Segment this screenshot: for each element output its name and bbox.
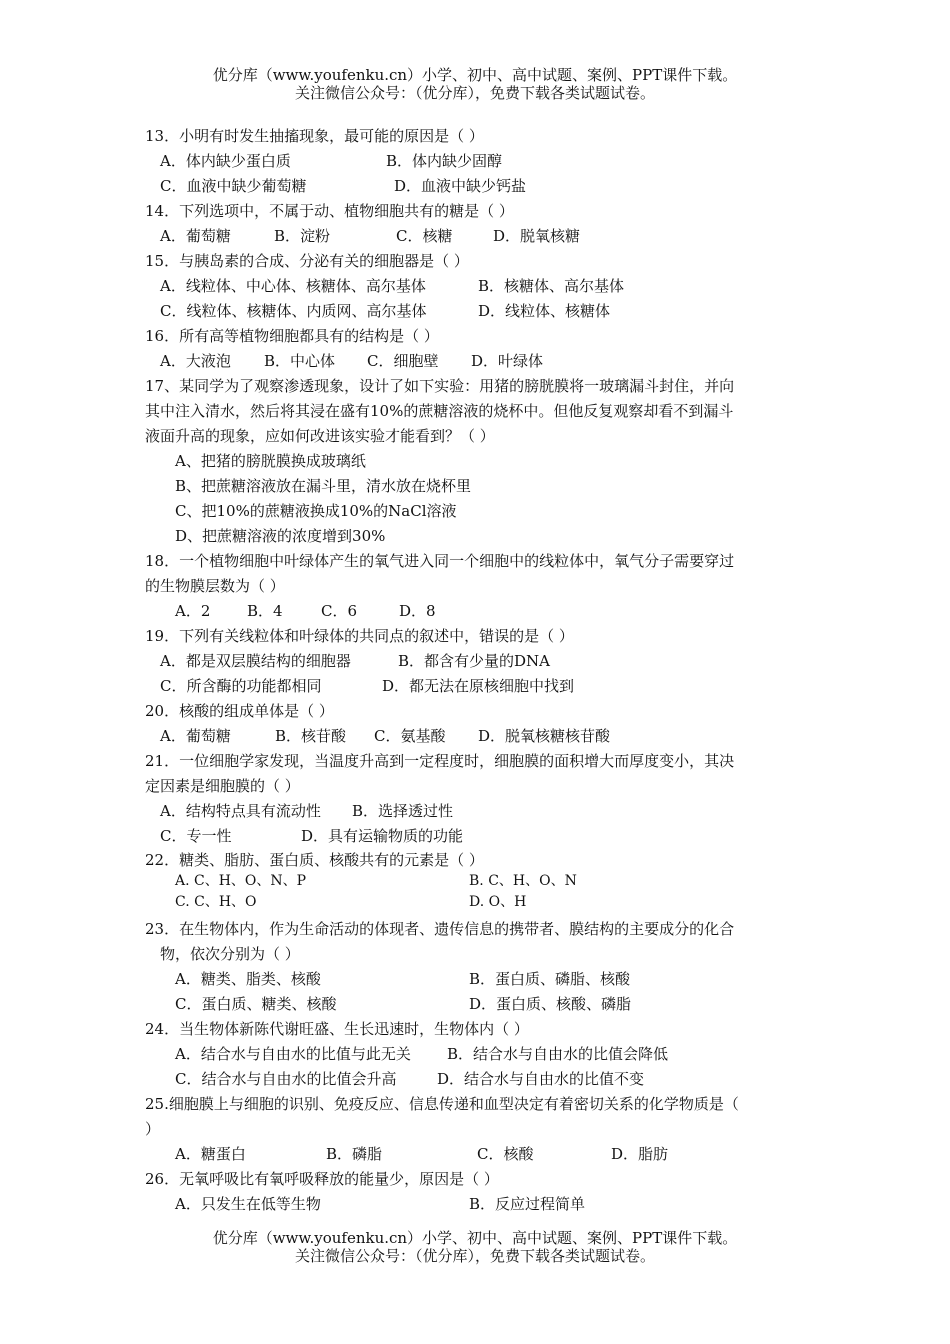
option-b: B．选择透过性 bbox=[352, 802, 454, 820]
option-a: A. C、H、O、N、P bbox=[175, 873, 307, 889]
option-d: D．具有运输物质的功能 bbox=[301, 827, 464, 845]
option-d: D．血液中缺少钙盐 bbox=[394, 177, 527, 195]
question-19-options-row1 bbox=[145, 649, 810, 674]
question-18-stem-line-1: 18．一个植物细胞中叶绿体产生的氧气进入同一个细胞中的线粒体中，氧气分子需要穿过 bbox=[145, 552, 735, 570]
question-24-stem: 24．当生物体新陈代谢旺盛、生长迅速时，生物体内（ ） bbox=[145, 1020, 529, 1038]
question-19-stem: 19．下列有关线粒体和叶绿体的共同点的叙述中，错误的是（ ） bbox=[145, 627, 574, 645]
option-c: C．细胞壁 bbox=[367, 352, 439, 370]
option-b: B．结合水与自由水的比值会降低 bbox=[447, 1045, 669, 1063]
question-16-stem: 16．所有高等植物细胞都具有的结构是（ ） bbox=[145, 327, 439, 345]
question-20-options bbox=[145, 724, 810, 749]
question-list bbox=[145, 124, 810, 1217]
question-17-stem-line-2: 其中注入清水，然后将其浸在盛有10%的蔗糖溶液的烧杯中。但他反复观察却看不到漏斗 bbox=[145, 402, 734, 420]
question-15-options-row2 bbox=[145, 299, 810, 324]
option-c: C．结合水与自由水的比值会升高 bbox=[175, 1070, 397, 1088]
option-b: B. C、H、O、N bbox=[469, 873, 577, 889]
question-21-options-row1 bbox=[145, 799, 810, 824]
question-21-stem-line-2: 定因素是细胞膜的（ ） bbox=[145, 777, 300, 795]
option-b: B．淀粉 bbox=[274, 227, 331, 245]
question-17-option-b: B、把蔗糖溶液放在漏斗里，清水放在烧杯里 bbox=[175, 477, 472, 495]
question-23-stem-line-2: 物，依次分别为（ ） bbox=[160, 945, 300, 963]
question-19-options-row2 bbox=[145, 674, 810, 699]
option-b: B．核糖体、高尔基体 bbox=[478, 277, 625, 295]
option-b: B．蛋白质、磷脂、核酸 bbox=[469, 970, 631, 988]
option-c: C．氨基酸 bbox=[374, 727, 446, 745]
question-13-options-row1 bbox=[145, 149, 810, 174]
option-c: C. C、H、O bbox=[175, 894, 257, 910]
option-a: A．2 bbox=[175, 602, 211, 620]
option-a: A．糖类、脂类、核酸 bbox=[175, 970, 321, 988]
footer-line-1: 优分库（www.youfenku.cn）小学、初中、高中试题、案例、PPT课件下载。 bbox=[212, 1229, 738, 1247]
option-c: C．6 bbox=[321, 602, 358, 620]
header-line-1: 优分库（www.youfenku.cn）小学、初中、高中试题、案例、PPT课件下载。 bbox=[212, 66, 738, 84]
footer-line-2: 关注微信公众号：（优分库），免费下载各类试题试卷。 bbox=[294, 1247, 655, 1265]
option-d: D．结合水与自由水的比值不变 bbox=[437, 1070, 645, 1088]
question-13-options-row2 bbox=[145, 174, 810, 199]
question-17-option-c: C、把10%的蔗糖液换成10%的NaCl溶液 bbox=[175, 502, 457, 520]
option-d: D．脱氧核糖 bbox=[493, 227, 581, 245]
option-c: C．核糖 bbox=[396, 227, 453, 245]
option-a: A．结合水与自由水的比值与此无关 bbox=[175, 1045, 411, 1063]
question-23-options-row2 bbox=[145, 992, 810, 1017]
question-18-options bbox=[145, 599, 810, 624]
question-21-options-row2 bbox=[145, 824, 810, 849]
question-14-options bbox=[145, 224, 810, 249]
page-footer bbox=[0, 1229, 950, 1265]
option-d: D．都无法在原核细胞中找到 bbox=[382, 677, 575, 695]
option-c: C．血液中缺少葡萄糖 bbox=[160, 177, 307, 195]
option-c: C．核酸 bbox=[477, 1145, 534, 1163]
question-22-options-row1 bbox=[145, 871, 810, 892]
question-25-stem-line-1: 25.细胞膜上与细胞的识别、免疫反应、信息传递和血型决定有着密切关系的化学物质是（ bbox=[145, 1095, 739, 1113]
question-23-options-row1 bbox=[145, 967, 810, 992]
header-line-2: 关注微信公众号：（优分库），免费下载各类试题试卷。 bbox=[294, 84, 655, 102]
option-b: B．核苷酸 bbox=[275, 727, 347, 745]
option-b: B．都含有少量的DNA bbox=[398, 652, 551, 670]
question-17-stem-line-1: 17、某同学为了观察渗透现象，设计了如下实验：用猪的膀胱膜将一玻璃漏斗封住，并向 bbox=[145, 377, 735, 395]
option-d: D. O、H bbox=[469, 894, 527, 910]
option-a: A．只发生在低等生物 bbox=[175, 1195, 321, 1213]
question-14-stem: 14．下列选项中，不属于动、植物细胞共有的糖是（ ） bbox=[145, 202, 514, 220]
question-26-stem: 26．无氧呼吸比有氧呼吸释放的能量少，原因是（ ） bbox=[145, 1170, 499, 1188]
question-24-options-row2 bbox=[145, 1067, 810, 1092]
option-d: D．脱氧核糖核苷酸 bbox=[478, 727, 611, 745]
option-a: A．结构特点具有流动性 bbox=[160, 802, 321, 820]
option-a: A．体内缺少蛋白质 bbox=[160, 152, 291, 170]
option-d: D．蛋白质、核酸、磷脂 bbox=[469, 995, 632, 1013]
question-17-option-a: A、把猪的膀胱膜换成玻璃纸 bbox=[175, 452, 366, 470]
question-17-stem-line-3: 液面升高的现象，应如何改进该实验才能看到？（ ） bbox=[145, 427, 495, 445]
option-b: B．4 bbox=[247, 602, 283, 620]
option-c: C．线粒体、核糖体、内质网、高尔基体 bbox=[160, 302, 427, 320]
question-17-option-d: D、把蔗糖溶液的浓度增到30% bbox=[175, 527, 386, 545]
option-d: D．8 bbox=[399, 602, 436, 620]
option-a: A．线粒体、中心体、核糖体、高尔基体 bbox=[160, 277, 426, 295]
question-24-options-row1 bbox=[145, 1042, 810, 1067]
option-a: A．都是双层膜结构的细胞器 bbox=[160, 652, 351, 670]
question-22-stem: 22．糖类、脂肪、蛋白质、核酸共有的元素是（ ） bbox=[145, 851, 484, 869]
option-d: D．叶绿体 bbox=[471, 352, 544, 370]
question-16-options bbox=[145, 349, 810, 374]
page-header bbox=[0, 66, 950, 102]
question-25-options bbox=[145, 1142, 810, 1167]
option-a: A．葡萄糖 bbox=[160, 727, 231, 745]
option-c: C．专一性 bbox=[160, 827, 232, 845]
option-a: A．葡萄糖 bbox=[160, 227, 231, 245]
option-b: B．磷脂 bbox=[326, 1145, 383, 1163]
question-20-stem: 20．核酸的组成单体是（ ） bbox=[145, 702, 334, 720]
option-d: D．脂肪 bbox=[611, 1145, 669, 1163]
option-b: B．反应过程简单 bbox=[469, 1195, 586, 1213]
question-22-options-row2 bbox=[145, 892, 810, 913]
option-c: C．所含酶的功能都相同 bbox=[160, 677, 322, 695]
option-b: B．体内缺少固醇 bbox=[386, 152, 503, 170]
question-26-options-row1 bbox=[145, 1192, 810, 1217]
question-13-stem: 13．小明有时发生抽搐现象，最可能的原因是（ ） bbox=[145, 127, 484, 145]
question-21-stem-line-1: 21．一位细胞学家发现，当温度升高到一定程度时，细胞膜的面积增大而厚度变小，其决 bbox=[145, 752, 735, 770]
option-c: C．蛋白质、糖类、核酸 bbox=[175, 995, 337, 1013]
option-a: A．大液泡 bbox=[160, 352, 231, 370]
option-a: A．糖蛋白 bbox=[175, 1145, 246, 1163]
question-15-stem: 15．与胰岛素的合成、分泌有关的细胞器是（ ） bbox=[145, 252, 469, 270]
question-15-options-row1 bbox=[145, 274, 810, 299]
option-b: B．中心体 bbox=[264, 352, 336, 370]
option-d: D．线粒体、核糖体 bbox=[478, 302, 611, 320]
question-18-stem-line-2: 的生物膜层数为（ ） bbox=[145, 577, 285, 595]
question-25-stem-line-2: ） bbox=[145, 1120, 161, 1138]
question-23-stem-line-1: 23．在生物体内，作为生命活动的体现者、遗传信息的携带者、膜结构的主要成分的化合 bbox=[145, 920, 735, 938]
